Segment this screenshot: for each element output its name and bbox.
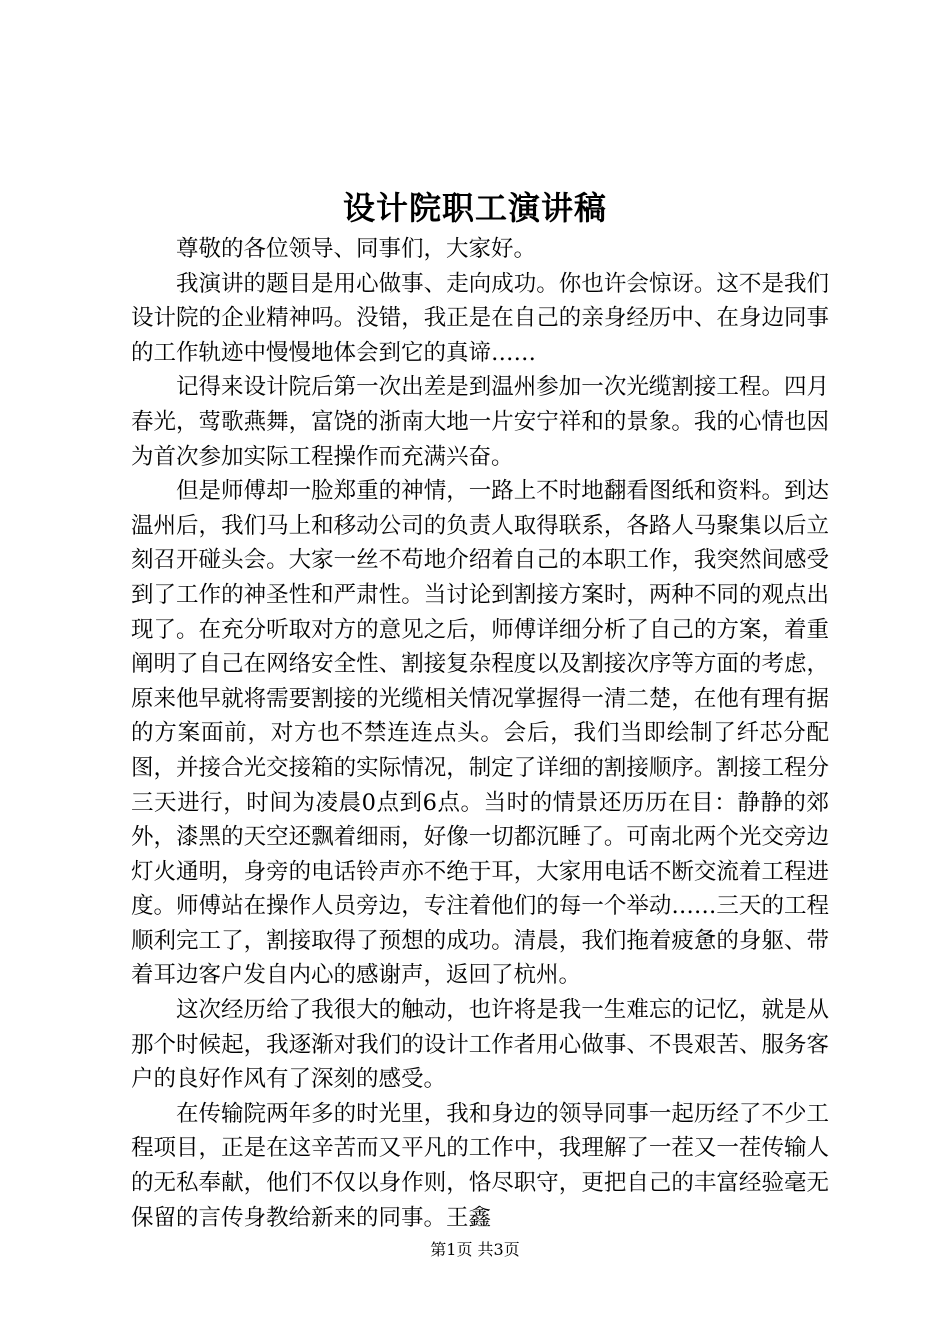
document-body (131, 232, 829, 1235)
paragraph-reflection: 这次经历给了我很大的触动，也许将是我一生难忘的记忆，就是从那个时候起，我逐渐对我们的设计工作者用心做事、不畏艰苦、服务客户的良好作风有了深刻的感受。 (131, 997, 829, 1093)
paragraph-master-story: 但是师傅却一脸郑重的神情，一路上不时地翻看图纸和资料。到达温州后，我们马上和移动公司的负责人取得联系，各路人马聚集以后立刻召开碰头会。大家一丝不苟地介绍着自己的本职工作，我突然间感受到了工作的神圣性和严肃性。当讨论到割接方案时，两种不同的观点出现了。在充分听取对方的意见之后，师傅详细分析了自己的方案，着重阐明了自己在网络安全性、割接复杂程度以及割接次序等方面的考虑，原来他早就将需要割接的光缆相关情况掌握得一清二楚，在他有理有据的方案面前，对方也不禁连连点头。会后，我们当即绘制了纤芯分配图，并接合光交接箱的实际情况，制定了详细的割接顺序。割接工程分三天进行，时间为凌晨0点到6点。当时的情景还历历在目：静静的郊外，漆黑的天空还飘着细雨，好像一切都沉睡了。可南北两个光交旁边灯火通明，身旁的电话铃声亦不绝于耳，大家用电话不断交流着工程进度。师傅站在操作人员旁边，专注着他们的每一个举动……三天的工程顺利完工了，割接取得了预想的成功。清晨，我们拖着疲惫的身躯、带着耳边客户发自内心的感谢声，返回了杭州。 (131, 478, 829, 989)
paragraph-topic: 我演讲的题目是用心做事、走向成功。你也许会惊讶。这不是我们设计院的企业精神吗。没错，我正是在自己的亲身经历中、在身边同事的工作轨迹中慢慢地体会到它的真谛…… (131, 270, 829, 366)
paragraph-first-trip: 记得来设计院后第一次出差是到温州参加一次光缆割接工程。四月春光，莺歌燕舞，富饶的浙南大地一片安宁祥和的景象。我的心情也因为首次参加实际工程操作而充满兴奋。 (131, 374, 829, 470)
paragraph-colleagues: 在传输院两年多的时光里，我和身边的领导同事一起历经了不少工程项目，正是在这辛苦而又平凡的工作中，我理解了一茬又一茬传输人的无私奉献，他们不仅以身作则，恪尽职守，更把自己的丰富经验毫无保留的言传身教给新来的同事。王鑫 (131, 1100, 829, 1231)
page-title: 设计院职工演讲稿 (342, 189, 607, 227)
paragraph-greeting: 尊敬的各位领导、同事们，大家好。 (176, 236, 537, 262)
page-number: 第1页 共3页 (430, 1240, 520, 1259)
